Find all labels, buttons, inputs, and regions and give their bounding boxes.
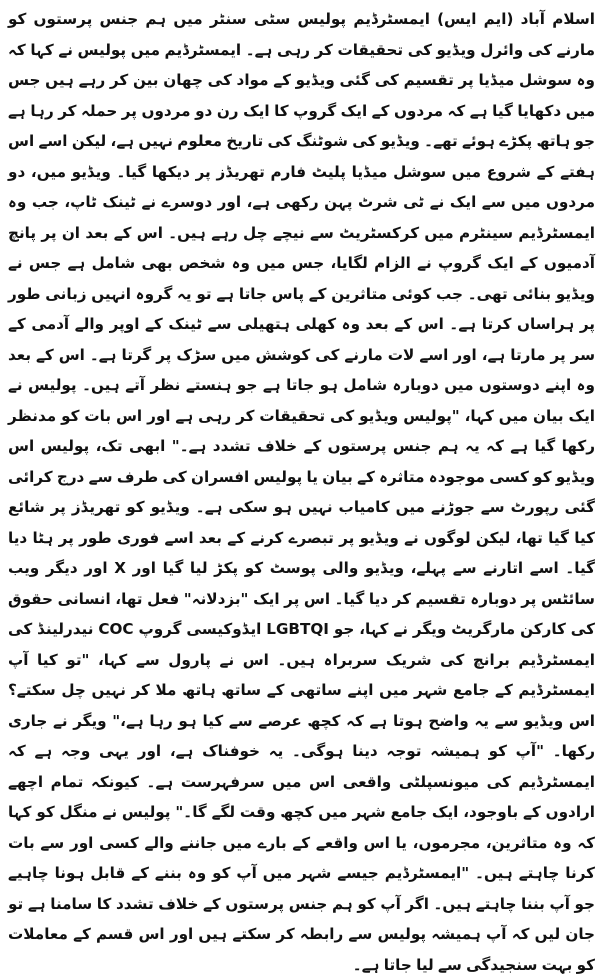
article-body: اسلام آباد (ایم ایس) ایمسٹرڈیم پولیس سٹی سنٹر میں ہم جنس پرستوں کو مارنے کی وائرل ویڈیو کی تحقیقات کر رہی ہے۔ ایمسٹرڈیم میں پولیس نے کہا کہ وہ سوشل میڈیا پر تقسیم کی گئی ویڈیو کے مواد کی چھان بین کر رہے ہیں جس میں دکھایا گیا ہے کہ مردوں کے ایک گروپ کا ایک رن دو مردوں پر حملہ کر رہا ہے جو ہاتھ پکڑے ہوئے تھے۔ ویڈیو کی شوٹنگ کی تاریخ معلوم نہیں ہے، لیکن اسے اس ہفتے کے شروع میں سوشل میڈیا پلیٹ فارم تھریڈز پر دیکھا گیا۔ ویڈیو میں، دو مردوں میں سے ایک نے ٹی شرٹ پہن رکھی ہے، اور دوسرے نے ٹینک ٹاپ، جب وہ ایمسٹرڈیم سینٹرم میں کرکسٹریٹ سے نیچے چل رہے ہیں۔ اس کے بعد ان پر پانچ آدمیوں کے ایک گروپ نے الزام لگایا، جس میں وہ شخص بھی شامل ہے جس نے ویڈیو بنائی تھی۔ جب کوئی متاثرین کے پاس جاتا ہے تو یہ گروہ انہیں زبانی طور پر ہراساں کرتا ہے۔ اس کے بعد وہ کھلی ہتھیلی سے ٹینک کے اوپر والے آدمی کے سر پر مارتا ہے، اور اسے لات مارنے کی کوشش میں سڑک پر گرتا ہے۔ اس کے بعد وہ اپنے دوستوں میں دوبارہ شامل ہو جاتا ہے جو ہنستے نظر آتے ہیں۔ پولیس نے ایک بیان میں کہا، "پولیس ویڈیو کی تحقیقات کر رہی ہے اور اس بات کو مدنظر رکھا گیا ہے کہ یہ ہم جنس پرستوں کے خلاف تشدد ہے۔" ابھی تک، پولیس اس ویڈیو کو کسی موجودہ متاثرہ کے بیان یا پولیس افسران کی طرف سے درج کرائی گئی رپورٹ سے جوڑنے میں کامیاب نہیں ہو سکی ہے۔ ویڈیو کو تھریڈز پر شائع کیا گیا تھا، لیکن لوگوں نے ویڈیو پر تبصرے کرنے کے بعد اسے فوری طور پر ہٹا دیا گیا۔ اسے اتارنے سے پہلے، ویڈیو والی پوسٹ کو پکڑ لیا گیا اور X اور دیگر ویب سائٹس پر دوبارہ تقسیم کر دیا گیا۔ اس پر ایک "بزدلانہ" فعل تھا، انسانی حقوق کی کارکن مارگریٹ ویگر نے کہا، جو LGBTQI ایڈوکیسی گروپ COC نیدرلینڈ کی ایمسٹرڈیم برانچ کی شریک سربراہ ہیں۔ اس نے پارول سے کہا، "تو کیا آپ ایمسٹرڈیم کے جامع شہر میں اپنے ساتھی کے ساتھ ہاتھ ملا کر نہیں چل سکتے؟ اس ویڈیو سے یہ واضح ہوتا ہے کہ کچھ عرصے سے کیا ہو رہا ہے،" ویگر نے جاری رکھا۔ "آپ کو ہمیشہ توجہ دینا ہوگی۔ یہ خوفناک ہے، اور یہی وجہ ہے کہ ایمسٹرڈیم کی میونسپلٹی واقعی اس میں سرفہرست ہے۔ کیونکہ تمام اچھے ارادوں کے باوجود، ایک جامع شہر میں کچھ وقت لگے گا۔" پولیس نے منگل کو کہا کہ وہ متاثرین، مجرموں، یا اس واقعے کے بارے میں جاننے والے کسی اور سے بات کرنا چاہتے ہیں۔ "ایمسٹرڈیم جیسے شہر میں آپ کو وہ بننے کے قابل ہونا چاہیے جو آپ بننا چاہتے ہیں۔ اگر آپ کو ہم جنس پرستوں کے خلاف تشدد کا سامنا ہے تو جان لیں کہ آپ ہمیشہ پولیس سے رابطہ کر سکتے ہیں اور اس قسم کے معاملات کو بہت سنجیدگی سے لیا جاتا ہے۔ xyxy=(8,10,596,974)
